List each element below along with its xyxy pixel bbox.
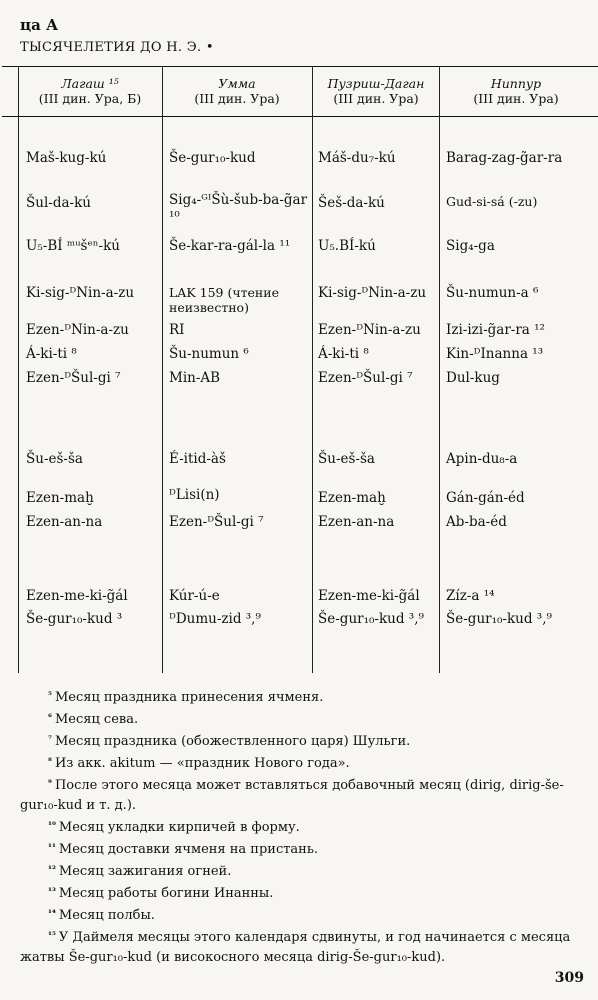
table-cell: Sig₄-ᴳᴵŠù-šub-ba-g̃ar ¹⁰ — [169, 192, 308, 225]
table-cell: Šeš-da-kú — [318, 195, 385, 211]
table-cell: Ezen-ᴰŠul-gi ⁷ — [26, 370, 121, 386]
table-cell: Ezen-an-na — [318, 514, 395, 530]
footnote: $^{^8}$ Из акк. akitum — «праздник Нового года». — [48, 756, 350, 771]
table-cell: Ezen-me-ki-g̃ál — [26, 588, 128, 604]
table-cell: Gud-si-sá (-zu) — [446, 194, 538, 209]
column-divider — [439, 66, 440, 673]
table-cell: U₅.BÍ-kú — [318, 238, 376, 254]
table-cell: Izi-izi-g̃ar-ra ¹² — [446, 322, 545, 338]
table-cell: Kúr-ú-e — [169, 588, 220, 604]
table-cell: Gán-gán-éd — [446, 490, 525, 506]
column-divider — [162, 66, 163, 673]
footnote: $^{^{10}}$ Месяц укладки кирпичей в форму. — [48, 820, 300, 835]
column-header-nippur: Ниппур (III дин. Ура) — [473, 76, 559, 106]
footnotes — [20, 686, 590, 968]
footnote: $^{^5}$ Месяц праздника принесения ячменя. — [48, 690, 324, 705]
table-cell: Še-gur₁₀-kud ³ — [26, 611, 123, 627]
table-cell: Apin-du₈-a — [446, 451, 518, 467]
column-header-umma: Умма (III дин. Ура) — [194, 76, 280, 106]
table-cell: Šu-eš-ša — [318, 451, 375, 467]
column-header-lagash: Лагаш ¹⁵ (III дин. Ура, Б) — [38, 76, 142, 106]
footnote: $^{^{13}}$ Месяц работы богини Инанны. — [48, 886, 274, 901]
page-number: 309 — [554, 970, 584, 986]
table-cell: Ab-ba-éd — [446, 514, 507, 530]
table-cell: Maš-kug-kú — [26, 150, 107, 166]
table-cell: LAK 159 (чтение неизвестно) — [169, 285, 279, 315]
table-cell: Ezen-maḫ — [318, 490, 386, 506]
footnote: $^{^7}$ Месяц праздника (обожествленного царя) Шульги. — [48, 734, 411, 749]
table-header-rule — [2, 116, 598, 117]
table-cell: Zíz-a ¹⁴ — [446, 588, 495, 604]
footnote: $^{^{15}}$ У Даймеля месяцы этого календаря сдвинуты, и год начинается с месяца жатвы Še-gur₁₀-kud (и високосного месяца dirig-Še-gur₁₀-kud). — [20, 930, 571, 965]
table-cell: Ezen-ᴰŠul-gi ⁷ — [169, 514, 264, 530]
table-cell: É-itid-àš — [169, 451, 226, 467]
footnote: $^{^9}$ После этого месяца может вставляться добавочный месяц (dirig, dirig-še-gur₁₀-kud и т. д.). — [20, 778, 564, 813]
table-cell: ᴰDumu-zid ³,⁹ — [169, 611, 261, 627]
table-cell: Ezen-maḫ — [26, 490, 94, 506]
table-cell: Še-gur₁₀-kud ³,⁹ — [446, 611, 552, 627]
table-cell: Šu-numun ⁶ — [169, 346, 249, 362]
table-cell: Sig₄-ga — [446, 238, 495, 254]
table-cell: Ezen-ᴰŠul-gi ⁷ — [318, 370, 413, 386]
table-top-rule — [2, 66, 598, 67]
table-cell: Kin-ᴰInanna ¹³ — [446, 346, 544, 362]
column-header-puzrish-dagan: Пузриш-Даган (III дин. Ура) — [327, 76, 425, 106]
table-cell: Á-ki-ti ⁸ — [26, 346, 77, 362]
table-cell: Máš-du₇-kú — [318, 150, 396, 166]
table-cell: RI — [169, 322, 185, 338]
footnote: $^{^{12}}$ Месяц зажигания огней. — [48, 864, 232, 879]
table-cell: Še-kar-ra-gál-la ¹¹ — [169, 238, 291, 254]
table-cell: Ezen-ᴰNin-a-zu — [26, 322, 129, 338]
footnote: $^{^{14}}$ Месяц полбы. — [48, 908, 155, 923]
table-cell: Šul-da-kú — [26, 195, 91, 211]
table-cell: Min-AB — [169, 370, 221, 386]
table-cell: Še-gur₁₀-kud ³,⁹ — [318, 611, 424, 627]
footnote: $^{^6}$ Месяц сева. — [48, 712, 139, 727]
table-cell: Ki-sig-ᴰNin-a-zu — [26, 285, 135, 301]
table-cell: ᴰLisi(n) — [169, 487, 220, 503]
table-cell: Še-gur₁₀-kud — [169, 150, 256, 166]
table-cell: Ki-sig-ᴰNin-a-zu — [318, 285, 427, 301]
table-cell: Barag-zag-g̃ar-ra — [446, 150, 563, 166]
column-divider — [312, 66, 313, 673]
footnote: $^{^{11}}$ Месяц доставки ячменя на пристань. — [48, 842, 319, 857]
column-divider — [18, 66, 19, 673]
table-cell: Ezen-ᴰNin-a-zu — [318, 322, 421, 338]
table-cell: Ezen-an-na — [26, 514, 103, 530]
table-cell: Ezen-me-ki-g̃ál — [318, 588, 420, 604]
table-title: ТЫСЯЧЕЛЕТИЯ ДО Н. Э. • — [20, 40, 214, 55]
page-header-fragment: ца А — [20, 16, 59, 34]
table-cell: Šu-eš-ša — [26, 451, 83, 467]
table-cell: Šu-numun-a ⁶ — [446, 285, 539, 301]
table-cell: Dul-kug — [446, 370, 500, 386]
table-cell: Á-ki-ti ⁸ — [318, 346, 369, 362]
table-cell: U₅-BÍ ᵐᵘšᵉⁿ-kú — [26, 238, 120, 254]
